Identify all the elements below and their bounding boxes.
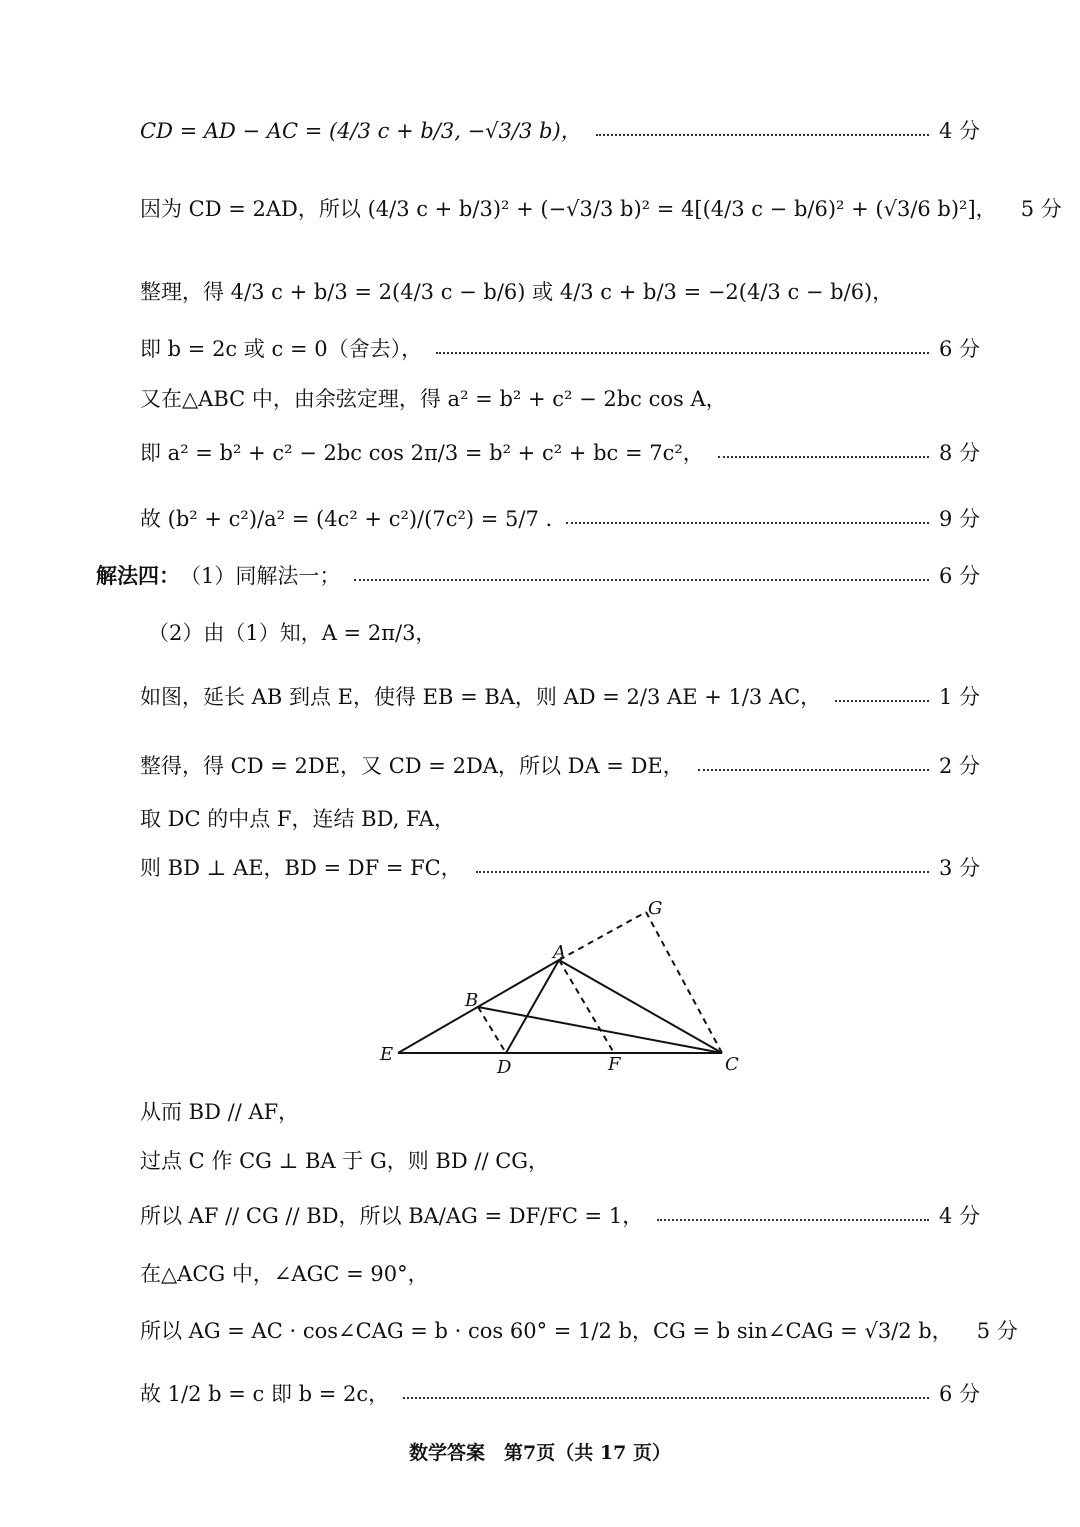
score-label: 6 分 xyxy=(938,564,980,588)
line-text: 从而 BD // AF， xyxy=(140,1100,300,1124)
answer-line-16 xyxy=(140,1183,980,1247)
line-text: （1）同解法一； xyxy=(180,564,341,588)
score-label: 4 分 xyxy=(938,1204,980,1228)
line-text: 如图，延长 AB 到点 E，使得 EB = BA，则 AD = 2/3 AE + 1/3 AC， xyxy=(140,685,822,709)
line-text: 取 DC 的中点 F，连结 BD, FA， xyxy=(140,807,455,831)
dot-leader xyxy=(657,1217,929,1221)
line-text: （2）由（1）知，A = 2π/3， xyxy=(148,621,437,645)
score-label: 2 分 xyxy=(938,754,980,778)
segment-AF xyxy=(559,960,614,1053)
line-text: 即 b = 2c 或 c = 0（舍去）， xyxy=(140,337,423,361)
line-text: 因为 CD = 2AD，所以 (4/3 c + b/3)² + (−√3/3 b)² = 4[(4/3 c − b/6)² + (√3/6 b)²]， xyxy=(140,197,997,221)
segment-BD xyxy=(478,1007,506,1053)
point-label-A: A xyxy=(553,942,566,963)
point-label-B: B xyxy=(465,990,479,1011)
point-label-C: C xyxy=(725,1054,739,1075)
line-text: 则 BD ⊥ AE，BD = DF = FC， xyxy=(140,856,462,880)
score-label: 5 分 xyxy=(1020,197,1062,221)
segment-AC xyxy=(559,960,722,1053)
point-label-E: E xyxy=(380,1044,394,1065)
line-text: 故 (b² + c²)/a² = (4c² + c²)/(7c²) = 5/7 . xyxy=(140,507,553,531)
score-label: 6 分 xyxy=(938,337,980,361)
line-text: 整理，得 4/3 c + b/3 = 2(4/3 c − b/6) 或 4/3 c + b/3 = −2(4/3 c − b/6)， xyxy=(140,280,894,304)
line-text: 故 1/2 b = c 即 b = 2c， xyxy=(140,1382,390,1406)
line-text: CD = AD − AC = (4/3 c + b/3, −√3/3 b)， xyxy=(140,119,582,143)
score-label: 3 分 xyxy=(938,856,980,880)
answer-line-18 xyxy=(140,1298,1018,1362)
line-text: 即 a² = b² + c² − 2bc cos 2π/3 = b² + c² + bc = 7c²， xyxy=(140,441,704,465)
score-label: 4 分 xyxy=(938,119,980,143)
line-text: 所以 AF // CG // BD，所以 BA/AG = DF/FC = 1， xyxy=(140,1204,644,1228)
line-text: 整得，得 CD = 2DE，又 CD = 2DA，所以 DA = DE， xyxy=(140,754,684,778)
line-text: 又在△ABC 中，由余弦定理，得 a² = b² + c² − 2bc cos A， xyxy=(140,387,727,411)
point-label-F: F xyxy=(608,1054,621,1075)
score-label: 6 分 xyxy=(938,1382,980,1406)
method-label: 解法四： xyxy=(96,563,180,588)
line-text: 所以 AG = AC · cos∠CAG = b · cos 60° = 1/2 b，CG = b sin∠CAG = √3/2 b， xyxy=(140,1319,953,1343)
answer-line-14 xyxy=(140,1089,980,1133)
score-label: 5 分 xyxy=(976,1319,1018,1343)
page-footer: 数学答案 第7页（共 17 页） xyxy=(409,1442,671,1464)
line-text: 过点 C 作 CG ⊥ BA 于 G，则 BD // CG， xyxy=(140,1149,550,1173)
point-label-G: G xyxy=(648,898,663,919)
score-label: 9 分 xyxy=(938,507,980,531)
point-label-D: D xyxy=(497,1057,512,1078)
answer-line-19 xyxy=(140,1361,980,1425)
dot-leader xyxy=(403,1395,929,1399)
answer-line-17 xyxy=(140,1251,980,1295)
score-label: 1 分 xyxy=(938,685,980,709)
line-text: 在△ACG 中，∠AGC = 90°， xyxy=(140,1262,429,1286)
segment-AD xyxy=(506,960,559,1053)
segment-AG xyxy=(559,912,646,960)
score-label: 8 分 xyxy=(938,441,980,465)
answer-line-15 xyxy=(140,1138,980,1182)
